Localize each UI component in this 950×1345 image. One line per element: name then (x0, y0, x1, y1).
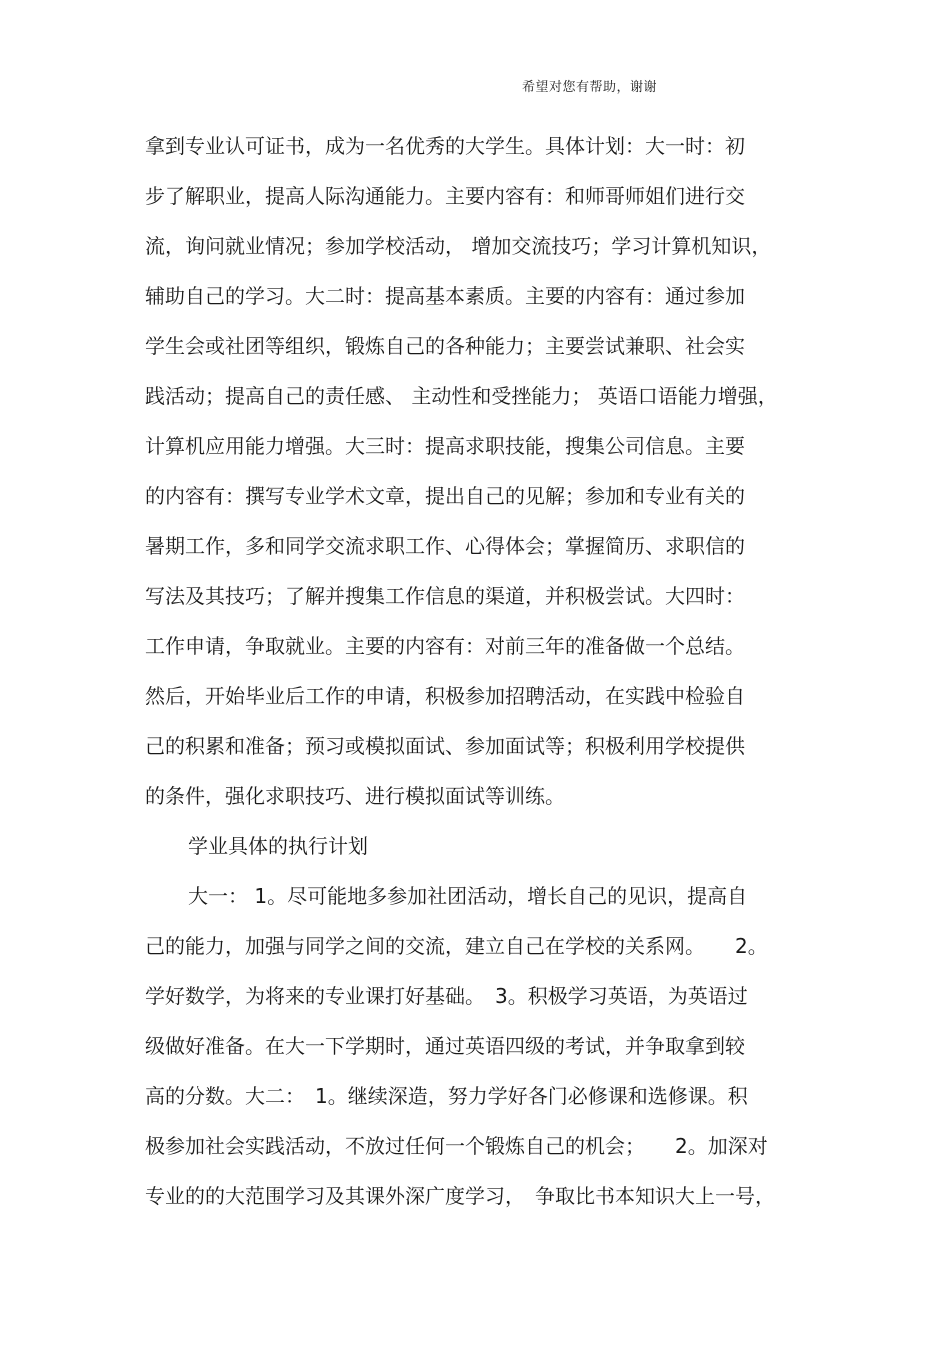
paragraph-line: 辅助自己的学习。大二时：提高基本素质。主要的内容有：通过参加 (145, 284, 745, 308)
paragraph-line: 工作申请，争取就业。主要的内容有：对前三年的准备做一个总结。 (145, 634, 745, 658)
paragraph-line: 然后，开始毕业后工作的申请，积极参加招聘活动，在实践中检验自 (145, 684, 745, 708)
paragraph-line: 计算机应用能力增强。大三时：提高求职技能，搜集公司信息。主要 (145, 434, 745, 458)
paragraph-line: 步了解职业，提高人际沟通能力。主要内容有：和师哥师姐们进行交 (145, 184, 745, 208)
body-text (145, 128, 810, 1228)
paragraph-line: 学好数学，为将来的专业课打好基础。 3。积极学习英语，为英语过 (145, 984, 748, 1008)
paragraph-line: 暑期工作，多和同学交流求职工作、心得体会；掌握简历、求职信的 (145, 534, 745, 558)
paragraph-line: 专业的的大范围学习及其课外深广度学习， 争取比书本知识大上一号， (145, 1184, 775, 1208)
section-heading: 学业具体的执行计划 (188, 834, 368, 858)
paragraph-line: 流，询问就业情况；参加学校活动， 增加交流技巧；学习计算机知识， (145, 234, 772, 258)
paragraph-line: 践活动；提高自己的责任感、 主动性和受挫能力； 英语口语能力增强， (145, 384, 778, 408)
paragraph-line: 拿到专业认可证书，成为一名优秀的大学生。具体计划：大一时：初 (145, 134, 745, 158)
header-note: 希望对您有帮助，谢谢 (522, 80, 658, 95)
paragraph-line: 级做好准备。在大一下学期时，通过英语四级的考试，并争取拿到较 (145, 1034, 745, 1058)
paragraph-line: 的内容有：撰写专业学术文章，提出自己的见解；参加和专业有关的 (145, 484, 745, 508)
paragraph-line: 高的分数。大二： 1。继续深造，努力学好各门必修课和选修课。积 (145, 1084, 748, 1108)
paragraph-line: 写法及其技巧；了解并搜集工作信息的渠道，并积极尝试。大四时： (145, 584, 745, 608)
paragraph-line: 的条件，强化求职技巧、进行模拟面试等训练。 (145, 784, 565, 808)
paragraph-line: 己的能力，加强与同学之间的交流，建立自己在学校的关系网。 2。 (145, 934, 768, 958)
paragraph-line: 己的积累和准备；预习或模拟面试、参加面试等；积极利用学校提供 (145, 734, 745, 758)
paragraph-line: 学生会或社团等组织，锻炼自己的各种能力；主要尝试兼职、社会实 (145, 334, 745, 358)
paragraph-line: 极参加社会实践活动，不放过任何一个锻炼自己的机会； 2。加深对 (145, 1134, 768, 1158)
paragraph-line: 大一： 1。尽可能地多参加社团活动，增长自己的见识，提高自 (188, 884, 748, 908)
